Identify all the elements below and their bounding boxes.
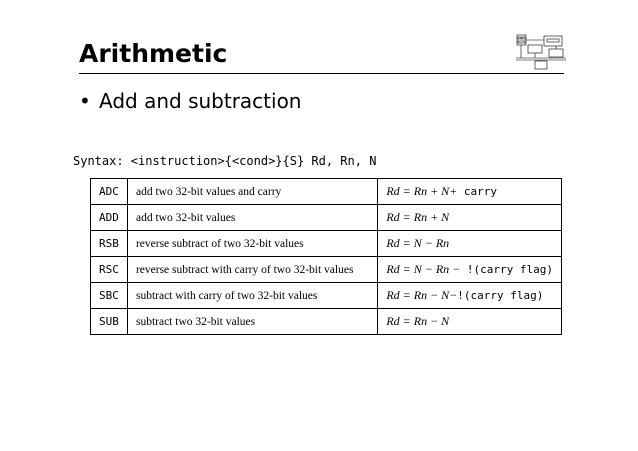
formula-math: Rd = Rn + N <box>386 210 450 224</box>
mnemonic-cell: SBC <box>91 283 128 309</box>
slide-title: Arithmetic <box>79 39 228 68</box>
mnemonic-cell: RSC <box>91 257 128 283</box>
formula-cell <box>378 257 562 283</box>
formula-math: Rd = Rn − N <box>386 314 450 328</box>
mnemonic-cell: ADD <box>91 205 128 231</box>
formula-cell <box>378 205 562 231</box>
description-cell: add two 32-bit values and carry <box>127 179 377 205</box>
description-cell: reverse subtract of two 32-bit values <box>127 231 377 257</box>
description-cell: subtract two 32-bit values <box>127 309 377 335</box>
description-cell: subtract with carry of two 32-bit values <box>127 283 377 309</box>
mnemonic-cell: ADC <box>91 179 128 205</box>
table-row <box>91 205 562 231</box>
table-row <box>91 309 562 335</box>
formula-cell <box>378 179 562 205</box>
formula-cell <box>378 231 562 257</box>
formula-cell <box>378 283 562 309</box>
formula-math: Rd = N − Rn − <box>386 262 461 276</box>
formula-math: Rd = N − Rn <box>386 236 450 250</box>
table-row <box>91 179 562 205</box>
bullet-text: Add and subtraction <box>99 89 302 113</box>
syntax-line: Syntax: <instruction>{<cond>}{S} Rd, Rn, N <box>73 154 377 168</box>
title-underline <box>79 73 564 74</box>
formula-code: !(carry flag) <box>457 289 544 302</box>
description-cell: reverse subtract with carry of two 32-bit values <box>127 257 377 283</box>
formula-math: Rd = Rn − N− <box>386 288 458 302</box>
bullet-dot-icon: • <box>79 89 91 113</box>
mnemonic-cell: RSB <box>91 231 128 257</box>
arithmetic-instructions-table <box>90 178 562 335</box>
formula-code: carry <box>457 185 498 198</box>
chip-diagram-icon <box>516 33 566 73</box>
table-row <box>91 231 562 257</box>
table-row <box>91 257 562 283</box>
table-row <box>91 283 562 309</box>
mnemonic-cell: SUB <box>91 309 128 335</box>
formula-code: !(carry flag) <box>460 263 553 276</box>
formula-cell <box>378 309 562 335</box>
formula-math: Rd = Rn + N+ <box>386 184 458 198</box>
bullet-item <box>79 88 301 114</box>
description-cell: add two 32-bit values <box>127 205 377 231</box>
